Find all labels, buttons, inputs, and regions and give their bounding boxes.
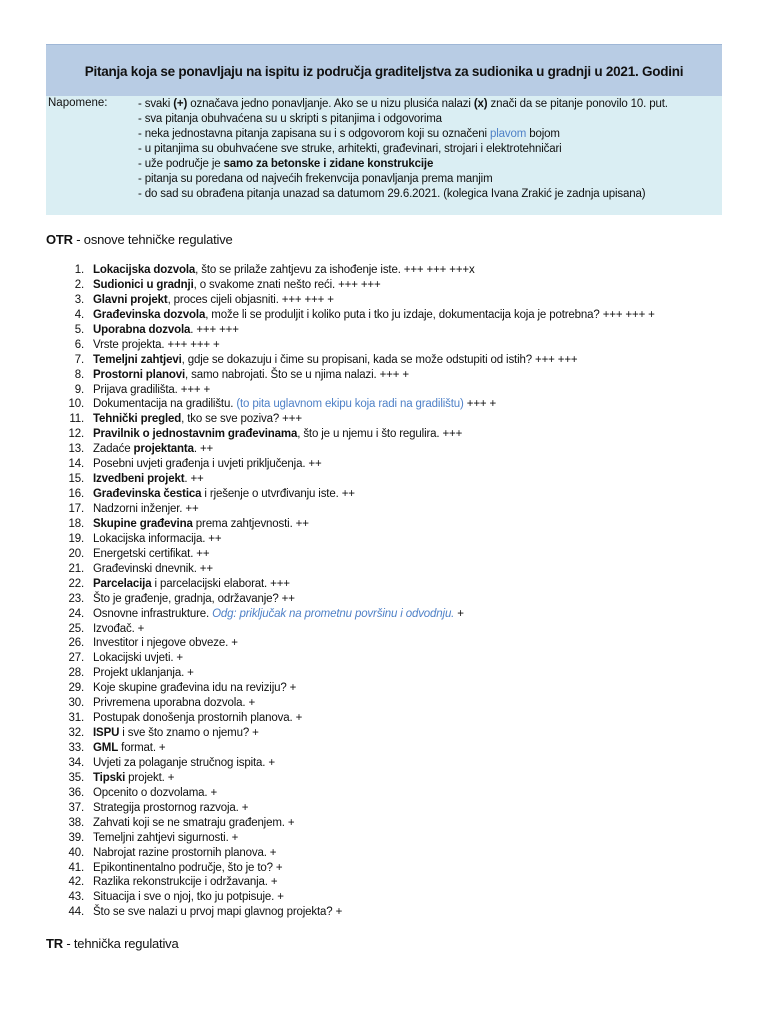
question-text (93, 741, 166, 756)
question-text (93, 577, 290, 592)
question-number: 11. (69, 413, 84, 426)
note-text: znači da se pitanje ponovilo 10. put. (487, 98, 668, 110)
question-text (93, 756, 275, 771)
question-item (46, 562, 213, 577)
question-body: , tko se sve poziva? +++ (181, 413, 302, 426)
question-number: 2. (74, 278, 84, 291)
question-body: . ++ (184, 473, 204, 486)
question-body: Temeljni zahtjevi sigurnosti. + (93, 831, 239, 844)
question-item (46, 666, 194, 681)
question-number: 30. (68, 697, 84, 710)
question-number: 1. (74, 264, 84, 276)
question-number: 39. (68, 831, 84, 844)
question-number: 20. (68, 547, 84, 560)
question-number: 6. (74, 338, 84, 351)
question-number: 19. (68, 532, 84, 545)
note-text: - svaki (138, 98, 174, 110)
note-bold-text: (x) (473, 98, 488, 110)
question-body: Nabrojat razine prostornih planova. + (93, 846, 277, 859)
question-text (93, 861, 282, 876)
notes-panel (46, 96, 722, 215)
question-item (46, 293, 334, 308)
question-body: Prijava gradilišta. +++ + (93, 383, 211, 396)
question-body: , može li se produljit i koliko puta i tko ju izdaje, dokumentacija koja je potrebna? +++ +++ + (205, 308, 655, 321)
note-line (138, 97, 668, 112)
question-text (93, 263, 475, 278)
question-text (93, 278, 381, 293)
question-text (93, 666, 194, 681)
question-text (93, 831, 238, 846)
question-item (46, 846, 277, 861)
question-body: Što se sve nalazi u prvoj mapi glavnog projekta? + (93, 906, 343, 919)
question-text (93, 517, 309, 532)
note-line (138, 112, 668, 127)
question-text (93, 607, 464, 622)
question-keyword: Izvedbeni projekt (93, 473, 185, 486)
question-body: Što je građenje, gradnja, održavanje? ++ (93, 592, 295, 605)
question-keyword: ISPU (93, 727, 120, 740)
question-number: 4. (74, 308, 84, 321)
note-text: označava jedno ponavljanje. Ako se u nizu plusića nalazi (187, 98, 474, 110)
question-body: + (454, 607, 464, 620)
question-item (46, 801, 249, 816)
question-item (46, 457, 322, 472)
question-number: 14. (68, 458, 84, 471)
question-text (93, 711, 302, 726)
question-item (46, 412, 302, 427)
question-keyword: Prostorni planovi (93, 368, 186, 381)
question-keyword: Temeljni zahtjevi (93, 353, 182, 366)
question-keyword: Tehnički pregled (93, 413, 182, 426)
question-number: 32. (68, 727, 84, 740)
question-item (46, 368, 409, 383)
section-title: - tehnička regulativa (62, 936, 179, 951)
note-text: - pitanja su poredana od najvećih frekenvcija ponavljanja prema manjim (138, 173, 493, 185)
question-body: Energetski certifikat. ++ (93, 547, 210, 560)
question-text (93, 308, 655, 323)
question-item (46, 308, 655, 323)
question-body: . +++ +++ (190, 323, 239, 336)
question-text (93, 487, 355, 502)
question-item (46, 636, 238, 651)
question-number: 22. (68, 577, 84, 590)
question-text (93, 786, 217, 801)
question-text (93, 905, 342, 920)
question-text (93, 681, 296, 696)
question-body: i rješenje o utvrđivanju iste. ++ (201, 488, 355, 501)
question-body: Nadzorni inženjer. ++ (93, 503, 199, 515)
question-body: Postupak donošenja prostornih planova. + (93, 712, 303, 725)
question-number: 43. (68, 891, 84, 904)
question-body: Dokumentacija na gradilištu. (93, 398, 237, 411)
question-body: Lokacijski uvjeti. + (93, 652, 183, 665)
question-item (46, 786, 218, 801)
question-number: 26. (68, 637, 84, 650)
question-body: Vrste projekta. +++ +++ + (93, 338, 220, 351)
question-text (93, 397, 496, 412)
question-body: , o svakome znati nešto reći. +++ +++ (193, 278, 381, 291)
question-number: 10. (68, 398, 84, 411)
question-number: 21. (68, 562, 84, 575)
question-text (93, 622, 144, 637)
question-body: , proces cijeli objasniti. +++ +++ + (167, 293, 334, 306)
question-keyword: GML (93, 742, 119, 754)
question-answer: Odg: priključak na prometnu površinu i odvodnju. (212, 607, 455, 620)
section-heading-tr (46, 936, 179, 951)
question-text (93, 457, 322, 472)
question-body: Uvjeti za polaganje stručnog ispita. + (93, 756, 275, 769)
question-number: 9. (74, 383, 84, 396)
question-body: Situacija i sve o njoj, tko ju potpisuje. + (93, 891, 284, 904)
question-item (46, 577, 290, 592)
question-number: 41. (68, 861, 84, 874)
note-line (138, 127, 668, 142)
question-body: Izvođač. + (93, 622, 145, 635)
question-number: 36. (68, 786, 84, 799)
question-item (46, 547, 210, 562)
note-bold-text: samo za betonske i zidane konstrukcije (223, 158, 434, 170)
question-item (46, 622, 145, 637)
question-number: 15. (68, 473, 84, 486)
question-item (46, 397, 497, 412)
question-body: format. + (118, 742, 166, 754)
question-text (93, 502, 199, 517)
document-title: Pitanja koja se ponavljaju na ispitu iz područja graditeljstva za sudionika u gradnji u 2021. Godini (84, 63, 684, 79)
question-body: Građevinski dnevnik. ++ (93, 562, 213, 575)
question-item (46, 532, 222, 547)
question-body: Projekt uklanjanja. + (93, 667, 194, 680)
question-number: 12. (68, 428, 84, 441)
question-text (93, 338, 220, 353)
question-item (46, 890, 284, 905)
question-number: 18. (68, 517, 84, 530)
question-text (93, 592, 295, 607)
question-number: 17. (68, 503, 84, 515)
question-body: prema zahtjevnosti. ++ (192, 517, 309, 530)
question-item (46, 592, 295, 607)
question-number: 28. (68, 667, 84, 680)
question-text (93, 696, 255, 711)
question-text (93, 383, 210, 398)
question-text (93, 547, 209, 562)
question-number: 38. (68, 816, 84, 829)
question-number: 27. (68, 652, 84, 665)
question-item (46, 442, 214, 457)
note-text: - do sad su obrađena pitanja unazad sa datumom 29.6.2021. (kolegica Ivana Zrakić je zadnja upisana) (138, 188, 646, 200)
question-item (46, 263, 475, 278)
question-number: 31. (68, 712, 84, 725)
question-item (46, 517, 309, 532)
question-keyword: Skupine građevina (93, 517, 193, 530)
question-body: Posebni uvjeti građenja i uvjeti priključenja. ++ (93, 458, 322, 471)
question-body: , gdje se dokazuju i čime su propisani, kada se može odstupiti od istih? +++ +++ (181, 353, 578, 366)
note-text: bojom (526, 128, 560, 140)
question-text (93, 293, 334, 308)
question-body: Privremena uporabna dozvola. + (93, 697, 256, 710)
question-text (93, 562, 213, 577)
question-body: i sve što znamo o njemu? + (119, 727, 259, 740)
section-code: OTR (46, 232, 73, 247)
question-body: , što je u njemu i što regulira. +++ (297, 428, 463, 441)
question-item (46, 323, 239, 338)
question-keyword: Tipski (93, 771, 126, 784)
question-hint: (to pita uglavnom ekipu koja radi na gradilištu) (236, 398, 464, 411)
question-number: 23. (68, 592, 84, 605)
note-text: - uže područje je (138, 158, 224, 170)
question-item (46, 278, 381, 293)
question-number: 29. (68, 682, 84, 695)
section-title: - osnove tehničke regulative (72, 232, 233, 247)
question-item (46, 726, 259, 741)
question-text (93, 412, 302, 427)
question-number: 7. (74, 353, 84, 366)
question-number: 16. (68, 488, 84, 501)
question-number: 24. (68, 607, 84, 620)
question-item (46, 338, 220, 353)
question-keyword: projektanta (133, 443, 194, 456)
question-keyword: Lokacijska dozvola (93, 264, 196, 276)
question-item (46, 383, 211, 398)
notes-list (138, 97, 668, 202)
question-number: 42. (68, 876, 84, 889)
question-text (93, 636, 238, 651)
question-item (46, 427, 463, 442)
question-body: Zahvati koji se ne smatraju građenjem. + (93, 816, 295, 829)
question-body: . ++ (193, 443, 214, 456)
question-item (46, 861, 283, 876)
title-banner (46, 44, 722, 97)
question-item (46, 472, 204, 487)
question-item (46, 831, 239, 846)
question-item (46, 756, 275, 771)
question-number: 25. (68, 622, 84, 635)
question-keyword: Građevinska čestica (93, 488, 202, 501)
question-item (46, 502, 199, 517)
question-item (46, 696, 256, 711)
question-body: projekt. + (125, 771, 175, 784)
question-body: Investitor i njegove obveze. + (93, 637, 238, 650)
question-item (46, 905, 343, 920)
note-line (138, 142, 668, 157)
question-number: 3. (74, 293, 84, 306)
question-item (46, 816, 295, 831)
question-list (46, 263, 655, 920)
note-bold-text: (+) (173, 98, 188, 110)
question-number: 34. (68, 756, 84, 769)
question-keyword: Uporabna dozvola (93, 323, 191, 336)
question-body: Lokacijska informacija. ++ (93, 532, 222, 545)
question-item (46, 771, 175, 786)
question-item (46, 711, 303, 726)
note-text: - sva pitanja obuhvaćena su u skripti s pitanjima i odgovorima (138, 113, 442, 125)
section-heading-otr (46, 232, 233, 247)
notes-label: Napomene: (48, 97, 108, 109)
question-body: Opcenito o dozvolama. + (93, 786, 218, 799)
question-text (93, 427, 462, 442)
question-item (46, 681, 297, 696)
question-body: Zadaće (93, 443, 134, 456)
question-keyword: Sudionici u gradnji (93, 278, 194, 291)
note-blue-text: plavom (489, 128, 527, 140)
note-line (138, 157, 668, 172)
question-text (93, 532, 221, 547)
question-text (93, 323, 239, 338)
question-number: 35. (68, 771, 84, 784)
question-body: Razlika rekonstrukcije i održavanja. + (93, 876, 278, 889)
question-text (93, 472, 204, 487)
question-text (93, 368, 409, 383)
question-text (93, 801, 248, 816)
question-keyword: Glavni projekt (93, 293, 168, 306)
question-number: 8. (74, 368, 84, 381)
question-number: 5. (74, 323, 84, 336)
question-item (46, 487, 355, 502)
question-keyword: Parcelacija (93, 577, 152, 590)
question-text (93, 353, 577, 368)
question-item (46, 651, 183, 666)
question-text (93, 890, 284, 905)
question-item (46, 607, 464, 622)
question-number: 13. (68, 443, 84, 456)
question-number: 37. (68, 801, 84, 814)
note-text: - u pitanjima su obuhvaćene sve struke, arhitekti, građevinari, strojari i elektrotehničari (138, 143, 562, 155)
question-item (46, 741, 166, 756)
note-line (138, 172, 668, 187)
question-text (93, 651, 183, 666)
question-text (93, 726, 259, 741)
question-body: Osnovne infrastrukture. (93, 607, 213, 620)
question-text (93, 771, 174, 786)
question-body: Strategija prostornog razvoja. + (93, 801, 249, 814)
question-number: 40. (68, 846, 84, 859)
question-item (46, 875, 278, 890)
note-text: - neka jednostavna pitanja zapisana su i s odgovorom koji su označeni (138, 128, 490, 140)
question-text (93, 875, 277, 890)
question-body: , što se prilaže zahtjevu za ishođenje iste. +++ +++ +++x (195, 264, 475, 276)
question-keyword: Pravilnik o jednostavnim građevinama (93, 428, 298, 441)
note-line (138, 187, 668, 202)
question-text (93, 442, 213, 457)
section-code: TR (46, 936, 63, 951)
question-body: Epikontinentalno područje, što je to? + (93, 861, 283, 874)
question-body: i parcelacijski elaborat. +++ (151, 577, 290, 590)
question-item (46, 353, 578, 368)
question-number: 33. (68, 742, 84, 754)
question-keyword: Građevinska dozvola (93, 308, 206, 321)
question-body: +++ + (463, 398, 497, 411)
question-text (93, 846, 276, 861)
question-text (93, 816, 294, 831)
question-body: , samo nabrojati. Što se u njima nalazi. +++ + (185, 368, 409, 381)
question-number: 44. (68, 906, 84, 919)
question-body: Koje skupine građevina idu na reviziju? + (93, 682, 297, 695)
